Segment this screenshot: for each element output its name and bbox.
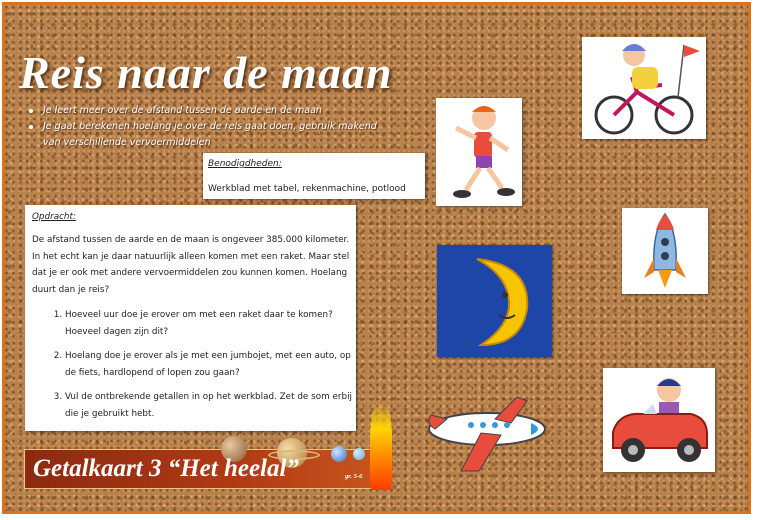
car-driver-icon — [603, 368, 715, 472]
materials-text: Werkblad met tabel, rekenmachine, potlood — [208, 184, 406, 194]
goal-text: Je leert meer over de afstand tussen de aarde en de maan — [43, 105, 322, 116]
assignment-intro: De afstand tussen de aarde en de maan is ongeveer 385.000 kilometer. In het echt kan je daar natuurlijk alleen komen met een raket. Maar stel dat je er ook met andere vervoermiddelen zou kunnen komen. Hoelang duurt dan je reis? — [32, 235, 350, 295]
corkboard-slide — [2, 2, 751, 514]
goal-item — [27, 119, 387, 151]
learning-goals-list — [27, 103, 387, 151]
bullet-icon — [29, 109, 33, 113]
bullet-icon — [29, 125, 33, 129]
materials-heading: Benodigdheden: — [208, 159, 282, 169]
assignment-heading: Opdracht: — [32, 212, 76, 222]
page-title: Reis naar de maan — [19, 47, 393, 98]
moon-icon — [437, 245, 552, 357]
materials-card — [203, 153, 425, 199]
goal-item — [27, 103, 387, 119]
question-item: 1. Hoeveel uur doe je erover om met een raket daar te komen? Hoeveel dagen zijn dit? — [65, 307, 357, 340]
cyclist-icon — [582, 37, 706, 139]
goal-text: Je gaat berekenen hoelang je over de reis gaat doen, gebruik makend van verschillende vervoermiddelen — [43, 121, 377, 148]
card-title: Getalkaart 3 “Het heelal” — [33, 455, 299, 482]
airplane-icon — [421, 389, 553, 477]
runner-icon — [436, 98, 522, 206]
flame-decoration — [370, 402, 392, 490]
rocket-icon — [622, 208, 708, 294]
question-item: 3. Vul de ontbrekende getallen in op het werkblad. Zet de som erbij die je gebruikt hebt. — [65, 389, 357, 422]
assignment-card — [25, 205, 356, 431]
question-list — [25, 307, 357, 430]
card-title-banner — [24, 449, 387, 489]
grade-label: gr. 5-6 — [345, 473, 363, 480]
question-item: 2. Hoelang doe je erover als je met een jumbojet, met een auto, op de fiets, hardlopend of lopen zou gaan? — [65, 348, 357, 381]
